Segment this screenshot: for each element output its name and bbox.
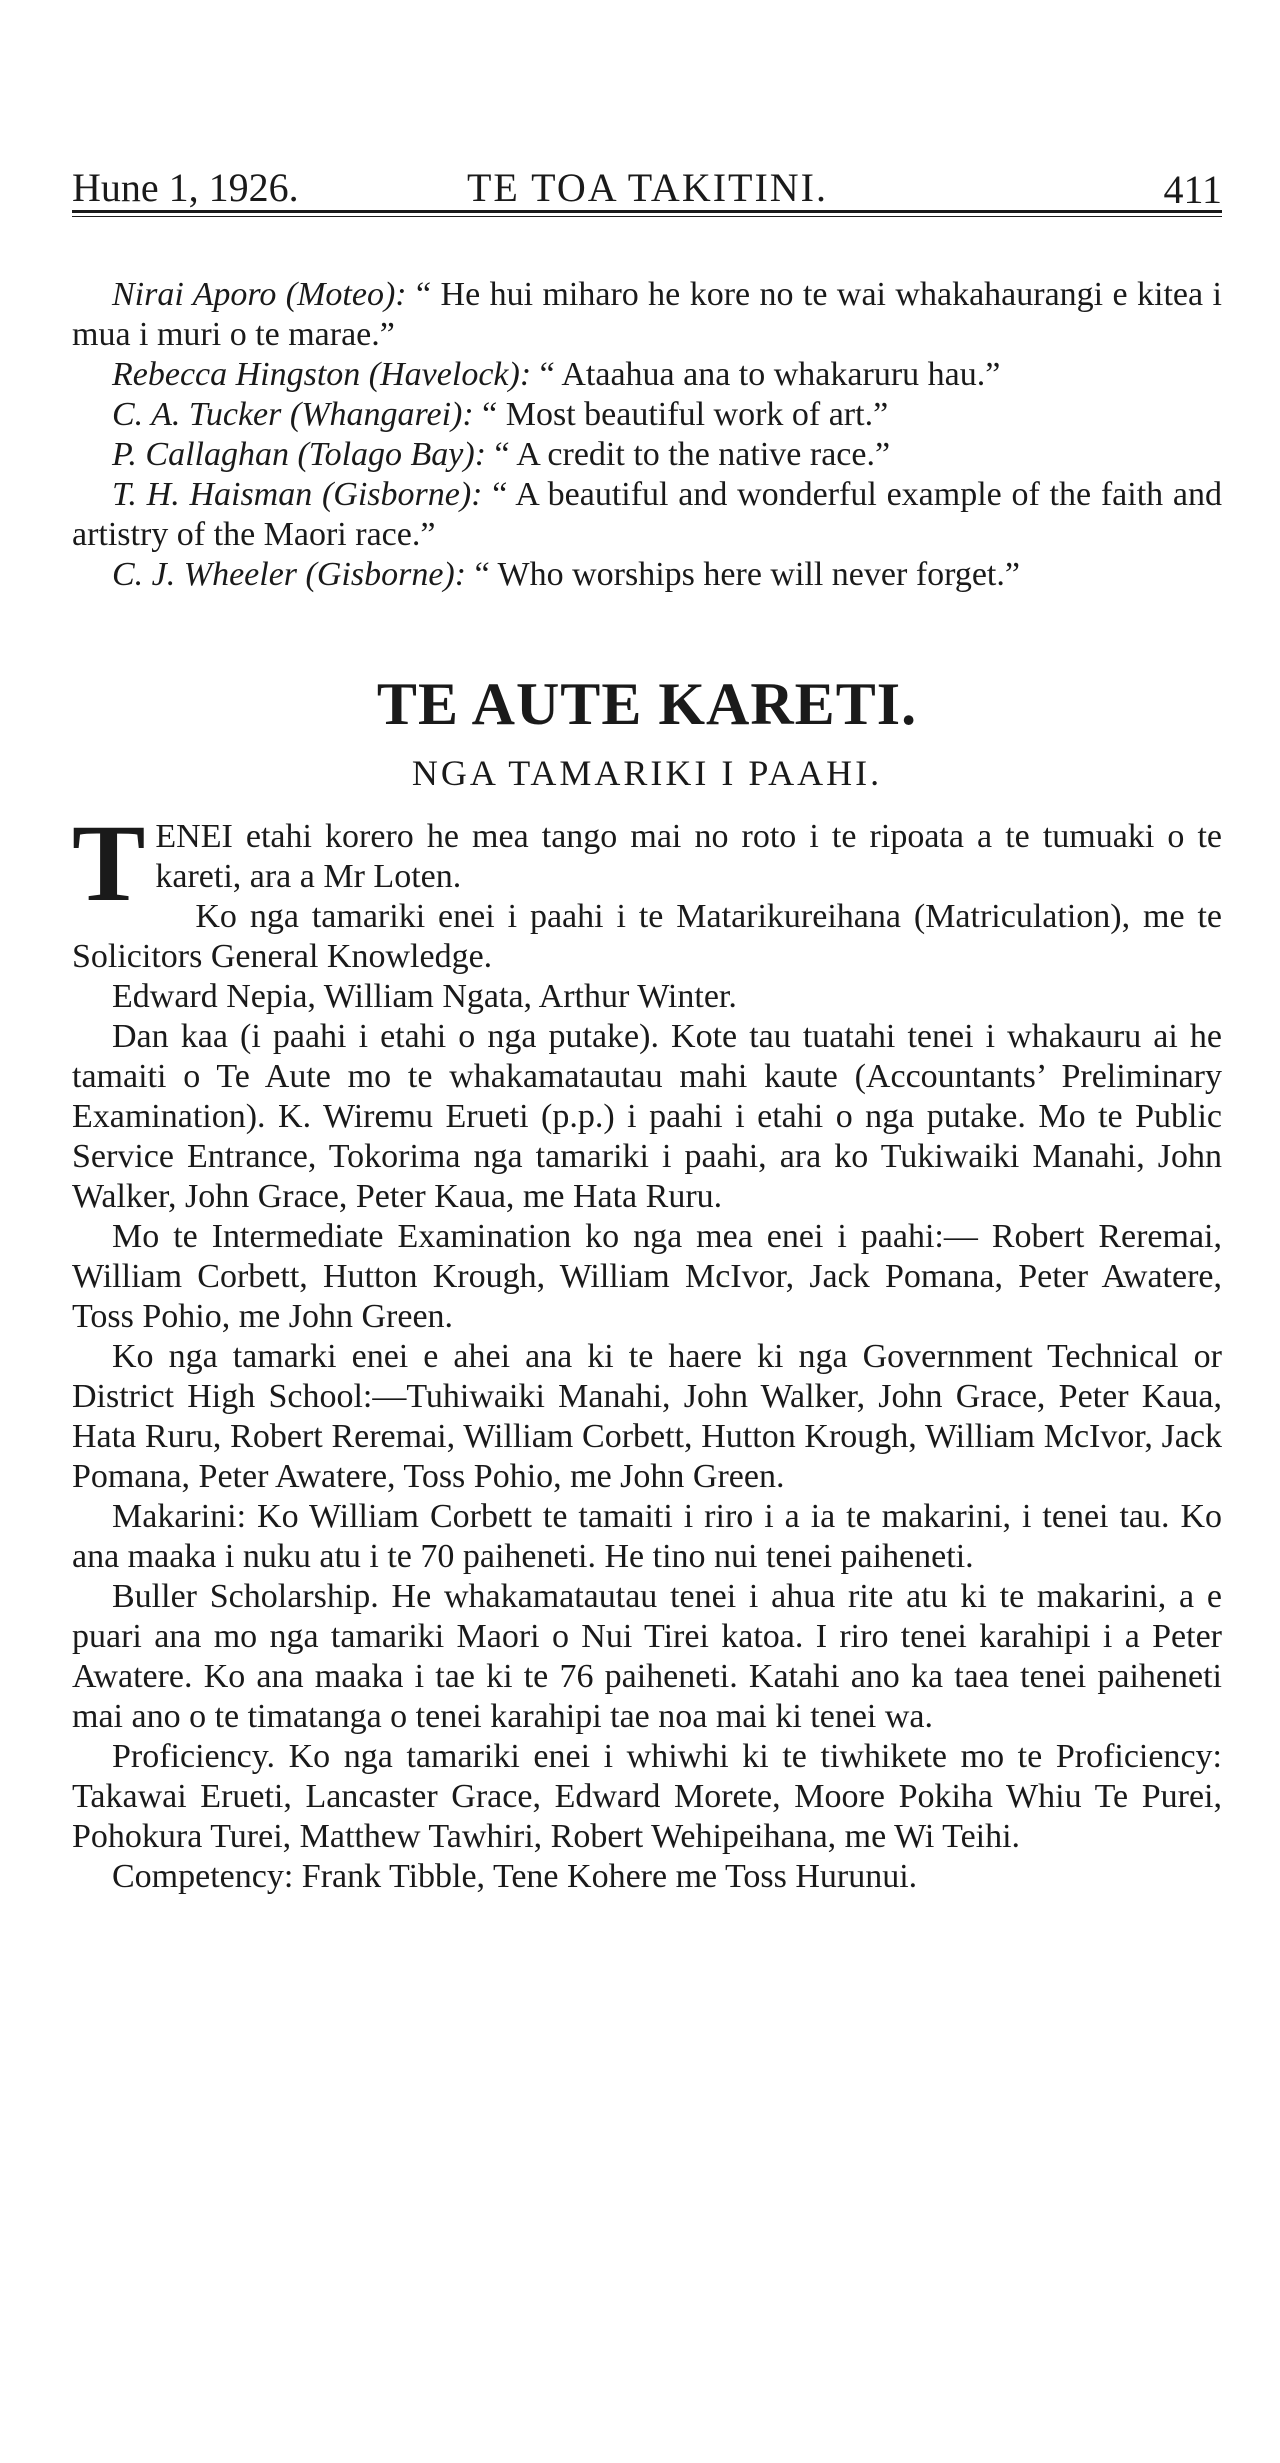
comment-text: “ Ataahua ana to whakaruru hau.” [531, 356, 1001, 393]
visitor-comments [72, 275, 1222, 595]
paragraph-text: ENEI etahi korero he mea tango mai no roto i te ripoata a te tumuaki o te kareti, ara a Mr Loten. [155, 818, 1222, 895]
article-paragraph: Ko nga tamarki enei e ahei ana ki te haere ki nga Government Technical or District High School:—Tuhiwaiki Manahi, John Walker, John Grace, Peter Kaua, Hata Ruru, Robert Reremai, William Corbett, Hutton Krough, William McIvor, Jack Pomana, Peter Awatere, Toss Pohio, me John Green. [72, 1338, 1222, 1495]
comment-text: “ A credit to the native race.” [486, 436, 891, 473]
article-paragraph: Ko nga tamariki enei i paahi i te Matarikureihana (Matriculation), me te Solicitors General Knowledge. [72, 898, 1222, 975]
article-paragraph [72, 802, 1222, 924]
comment-author: C. A. Tucker (Whangarei): [112, 396, 474, 433]
comment [72, 395, 1222, 435]
section-subtitle: NGA TAMARIKI I PAAHI. [411, 753, 883, 793]
comment [72, 435, 1222, 475]
comment [72, 475, 1222, 555]
drop-cap: T [72, 802, 146, 924]
comment-text: “ He hui miharo he kore no te wai whakahaurangi e kitea i mua i muri o te marae.” [72, 276, 1222, 353]
comment-text: “ A beautiful and wonderful example of the faith and artistry of the Maori race.” [72, 476, 1222, 553]
comment-author: Rebecca Hingston (Havelock): [112, 356, 532, 393]
page-number: 411 [1163, 167, 1222, 212]
comment-author: P. Callaghan (Tolago Bay): [112, 436, 487, 473]
article-paragraph: Makarini: Ko William Corbett te tamaiti i riro i a ia te makarini, i tenei tau. Ko ana maaka i nuku atu i te 70 paiheneti. He tino nui tenei paiheneti. [72, 1498, 1222, 1575]
comment-text: “ Most beautiful work of art.” [473, 396, 889, 433]
header-rule-thin [72, 216, 1222, 217]
comment-author: T. H. Haisman (Gisborne): [112, 476, 483, 513]
comment-author: Nirai Aporo (Moteo): [112, 276, 407, 313]
article-paragraph: Edward Nepia, William Ngata, Arthur Winter. [112, 978, 737, 1015]
comment [72, 275, 1222, 355]
header-date: Hune 1, 1926. [72, 165, 299, 210]
comment-text: “ Who worships here will never forget.” [466, 556, 1020, 593]
article-paragraph: Competency: Frank Tibble, Tene Kohere me Toss Hurunui. [112, 1858, 918, 1895]
article-paragraph: Mo te Intermediate Examination ko nga mea enei i paahi:— Robert Reremai, William Corbett, Hutton Krough, William McIvor, Jack Pomana, Peter Awatere, Toss Pohio, me John Green. [72, 1218, 1222, 1335]
article-paragraph: Buller Scholarship. He whakamatautau tenei i ahua rite atu ki te makarini, a e puari ana mo nga tamariki Maori o Nui Tirei katoa. I riro tenei karahipi i a Peter Awatere. Ko ana maaka i tae ki te 76 paiheneti. Katahi ano ka taea tenei paiheneti mai ano o te timatanga o tenei karahipi tae noa mai ki tenei wa. [72, 1578, 1222, 1735]
header-title: TE TOA TAKITINI. [467, 165, 828, 210]
article-paragraph: Proficiency. Ko nga tamariki enei i whiwhi ki te tiwhikete mo te Proficiency: Takawai Erueti, Lancaster Grace, Edward Morete, Moore Pokiha Whiu Te Purei, Pohokura Turei, Matthew Tawhiri, Robert Wehipeihana, me Wi Teihi. [72, 1738, 1222, 1855]
comment [72, 555, 1222, 595]
article-body [72, 802, 1222, 1897]
document-page [72, 150, 1222, 1897]
article-paragraph: Dan kaa (i paahi i etahi o nga putake). Kote tau tuatahi tenei i whakauru ai he tamaiti o Te Aute mo te whakamatautau mahi kaute (Accountants’ Preliminary Examination). K. Wiremu Erueti (p.p.) i paahi i etahi o nga putake. Mo te Public Service Entrance, Tokorima nga tamariki i paahi, ara ko Tukiwaiki Manahi, John Walker, John Grace, Peter Kaua, me Hata Ruru. [72, 1018, 1222, 1215]
comment-author: C. J. Wheeler (Gisborne): [112, 556, 467, 593]
running-header [72, 150, 1222, 212]
section-title: TE AUTE KARETI. [376, 671, 918, 737]
comment [72, 355, 1222, 395]
